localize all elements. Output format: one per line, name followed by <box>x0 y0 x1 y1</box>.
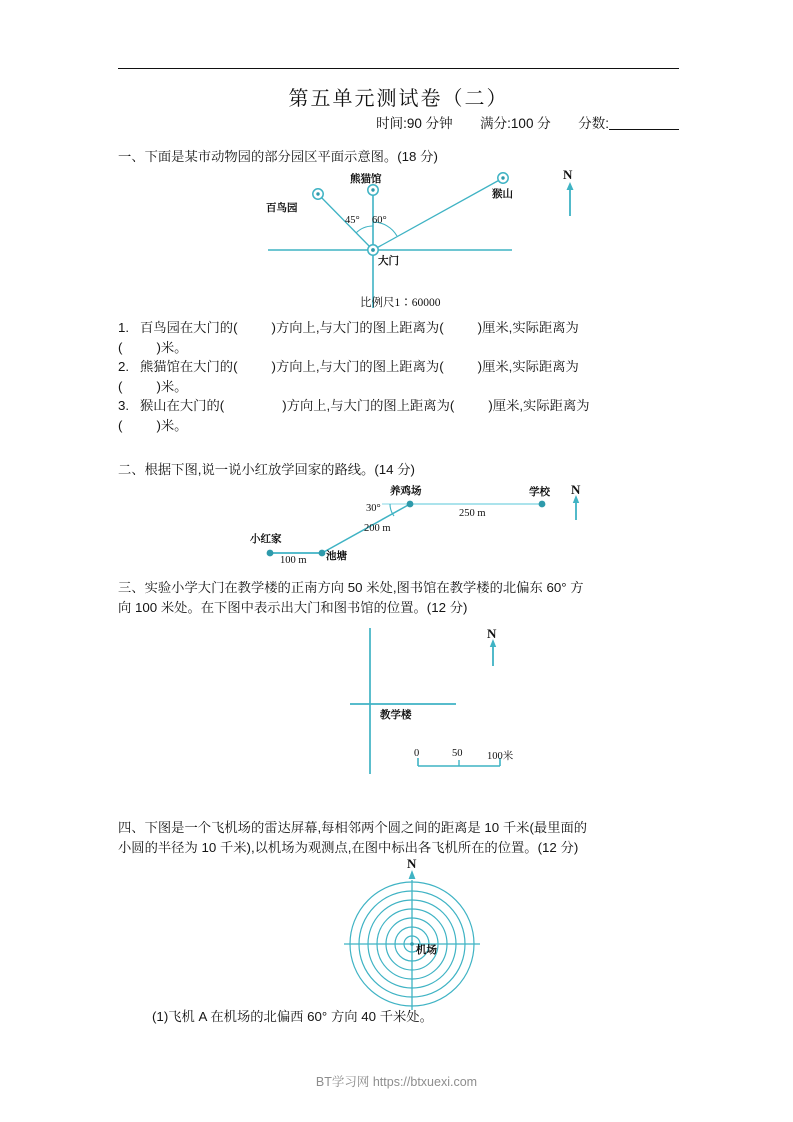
section1-question-3-part-d: ( <box>118 417 123 433</box>
zoo-point-monkey-hill <box>498 173 508 183</box>
section1-question-2-part-b: )方向上,与大门的图上距离为( <box>271 359 444 374</box>
section1-question-2-part-d: ( <box>118 378 123 394</box>
route-north-arrow-icon <box>573 495 579 520</box>
school-label-building: 教学楼 <box>380 710 412 721</box>
zoo-angle-label-60: 60° <box>372 215 387 226</box>
section3-heading-line2: 向 100 米处。在下图中表示出大门和图书馆的位置。(12 分) <box>118 600 468 615</box>
route-point-chicken-farm <box>407 501 414 508</box>
route-angle-label-30: 30° <box>366 503 381 514</box>
school-scale-tick-50: 50 <box>452 748 463 759</box>
zoo-angle-arc-45 <box>356 226 373 233</box>
section1-questions <box>118 318 590 435</box>
route-point-pond <box>319 550 326 557</box>
school-north-arrow-icon <box>490 639 496 666</box>
section1-question-2-part-e: )米。 <box>156 378 188 394</box>
zoo-label-bird-park: 百鸟园 <box>266 203 298 214</box>
section1-question-1 <box>118 318 590 338</box>
section1-heading: 一、下面是某市动物园的部分园区平面示意图。(18 分) <box>118 149 438 164</box>
school-scale-tick-100: 100米 <box>487 751 514 762</box>
section1-question-2-part-c: )厘米,实际距离为 <box>477 359 579 374</box>
section1-question-3-cont <box>118 416 590 436</box>
section4-sub-question: (1)飞机 A 在机场的北偏西 60° 方向 40 千米处。 <box>152 1009 433 1024</box>
section2-heading: 二、根据下图,说一说小红放学回家的路线。(14 分) <box>118 462 415 477</box>
route-label-pond: 池塘 <box>326 551 347 562</box>
section1-question-3-part-a: 猴山在大门的( <box>140 398 225 413</box>
section1-question-1-part-c: )厘米,实际距离为 <box>477 320 579 335</box>
time-label: 时间:90 分钟 <box>376 116 453 131</box>
zoo-label-gate: 大门 <box>378 256 399 267</box>
section3-heading-line1: 三、实验小学大门在教学楼的正南方向 50 米处,图书馆在教学楼的北偏东 60° 方 <box>118 580 584 595</box>
section1-question-1-cont <box>118 338 590 358</box>
total-score-label: 满分:100 分 <box>480 116 551 131</box>
section1-question-2 <box>118 357 590 377</box>
route-distance-farm-school: 250 m <box>459 508 486 519</box>
route-north-label: N <box>571 482 581 497</box>
score-blank[interactable] <box>609 129 679 130</box>
school-plan-diagram <box>350 628 610 796</box>
section1-question-3 <box>118 396 590 416</box>
score-label: 分数: <box>578 116 609 131</box>
route-label-home: 小红家 <box>250 534 282 545</box>
zoo-map-svg <box>260 168 590 313</box>
header-rule <box>118 68 679 69</box>
section4-heading-line1: 四、下图是一个飞机场的雷达屏幕,每相邻两个圆之间的距离是 10 千米(最里面的 <box>118 820 588 835</box>
section1-question-2-part-a: 熊猫馆在大门的( <box>140 359 238 374</box>
zoo-point-panda-house <box>368 185 378 195</box>
section1-question-3-part-e: )米。 <box>156 417 188 433</box>
route-point-school <box>539 501 546 508</box>
route-distance-pond-farm: 200 m <box>364 523 391 534</box>
route-distance-home-pond: 100 m <box>280 555 307 566</box>
zoo-point-bird-park <box>313 189 323 199</box>
section1-question-2-number: 2. <box>118 359 130 374</box>
section1-question-1-part-e: )米。 <box>156 339 188 355</box>
zoo-label-panda-house: 熊猫馆 <box>350 174 382 185</box>
footer-watermark: BT学习网 https://btxuexi.com <box>315 1075 478 1089</box>
route-label-chicken-farm: 养鸡场 <box>390 486 422 497</box>
section1-question-2-cont <box>118 377 590 397</box>
section1-question-3-part-c: )厘米,实际距离为 <box>488 398 590 413</box>
route-map-diagram <box>252 482 588 568</box>
zoo-scale-text: 比例尺1∶60000 <box>360 297 441 309</box>
radar-diagram <box>330 856 510 1012</box>
route-point-home <box>267 550 274 557</box>
zoo-point-gate <box>368 245 378 255</box>
zoo-map-diagram <box>260 168 590 313</box>
section1-question-1-number: 1. <box>118 320 130 335</box>
school-scale-tick-0: 0 <box>414 748 420 759</box>
section1-question-1-part-b: )方向上,与大门的图上距离为( <box>271 320 444 335</box>
zoo-angle-label-45: 45° <box>345 215 360 226</box>
radar-center-label: 机场 <box>416 945 437 956</box>
section1-question-3-number: 3. <box>118 398 130 413</box>
zoo-label-monkey-hill: 猴山 <box>492 189 513 200</box>
route-label-school: 学校 <box>529 487 550 498</box>
section4-heading-line2: 小圆的半径为 10 千米),以机场为观测点,在图中标出各飞机所在的位置。(12 分) <box>118 840 579 855</box>
radar-svg <box>330 862 510 1012</box>
radar-north-label: N <box>407 856 417 871</box>
exam-meta <box>118 112 679 132</box>
section1-question-1-part-a: 百鸟园在大门的( <box>140 320 238 335</box>
zoo-ray-monkey-hill <box>373 178 503 250</box>
zoo-north-arrow-icon <box>567 182 574 216</box>
page-title: 第五单元测试卷（二） <box>288 88 509 110</box>
section1-question-3-part-b: )方向上,与大门的图上距离为( <box>282 398 455 413</box>
school-north-label: N <box>487 626 497 641</box>
radar-center-point <box>410 942 414 946</box>
zoo-north-label: N <box>563 167 573 182</box>
section1-question-1-part-d: ( <box>118 339 123 355</box>
